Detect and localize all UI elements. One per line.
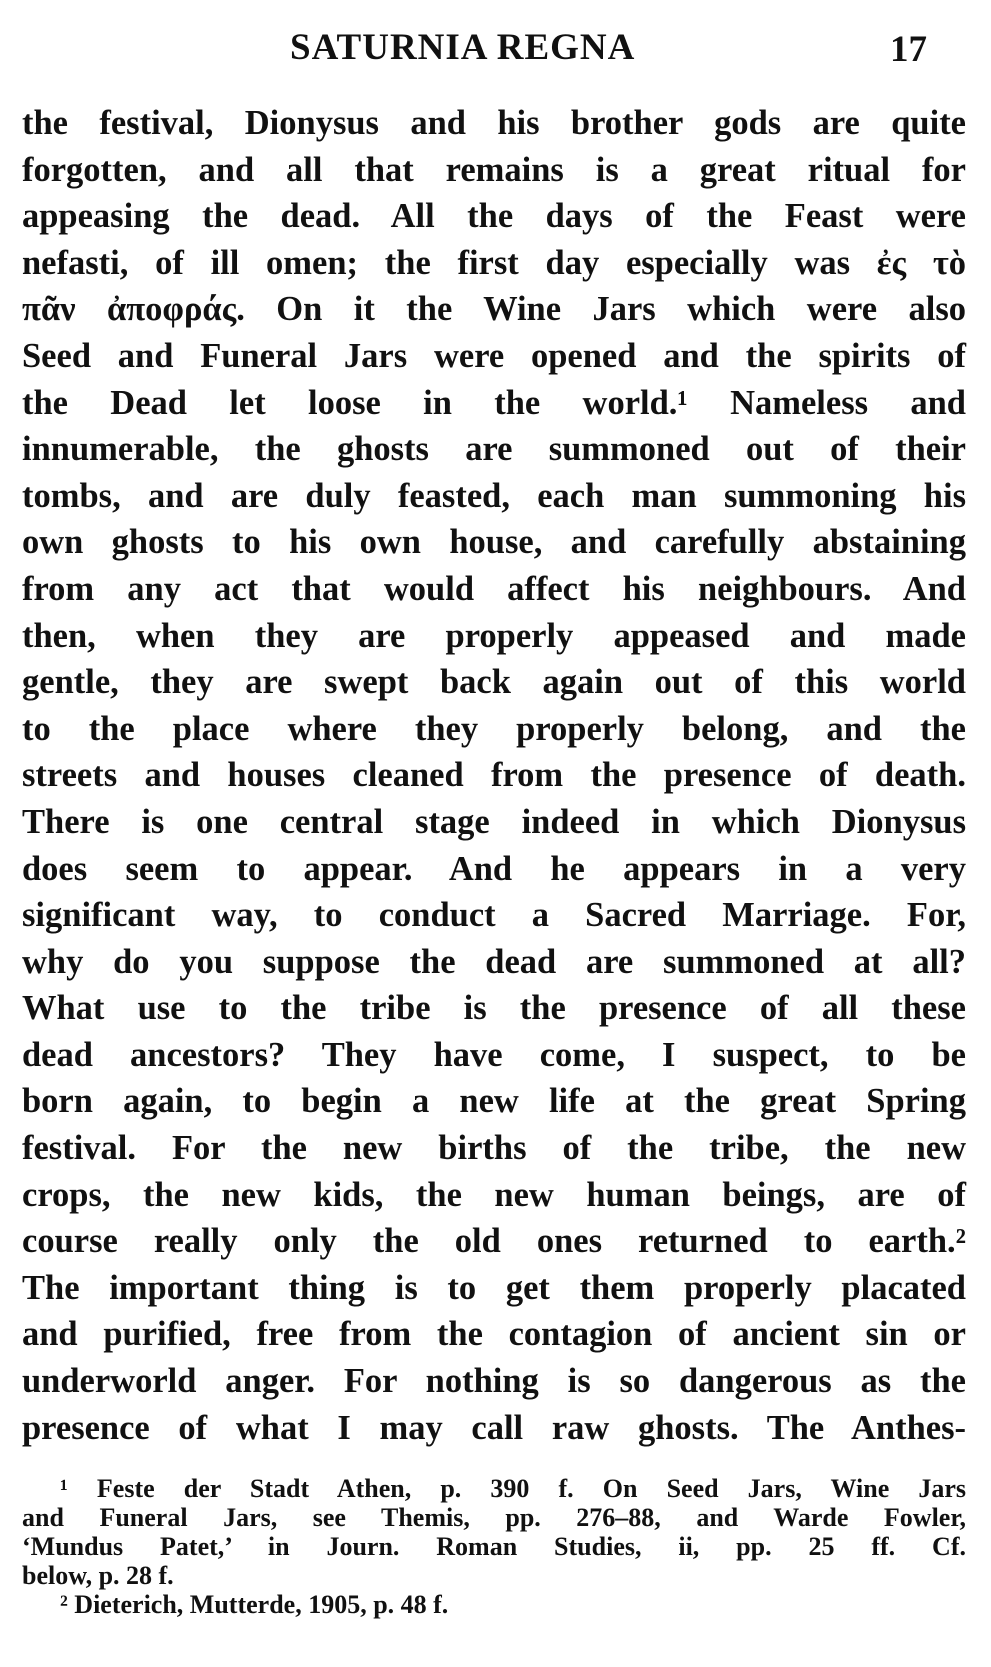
body-line: born again, to begin a new life at the great Spring bbox=[22, 1082, 966, 1121]
footnote-1-line: ¹ Feste der Stadt Athen, p. 390 f. On Seed Jars, Wine Jars bbox=[60, 1474, 966, 1503]
body-line: dead ancestors? They have come, I suspect, to be bbox=[22, 1035, 966, 1074]
body-line: underworld anger. For nothing is so dangerous as the bbox=[22, 1362, 966, 1401]
body-line: appeasing the dead. All the days of the Feast were bbox=[22, 197, 966, 236]
body-line: gentle, they are swept back again out of this world bbox=[22, 663, 966, 702]
footnote-1-line: ‘Mundus Patet,’ in Journ. Roman Studies, ii, pp. 25 ff. Cf. bbox=[22, 1532, 966, 1561]
body-line: There is one central stage indeed in which Dionysus bbox=[22, 802, 966, 841]
footnote-2-line: ² Dieterich, Mutterde, 1905, p. 48 f. bbox=[60, 1590, 449, 1619]
body-line: festival. For the new births of the tribe, the new bbox=[22, 1129, 966, 1168]
body-line: πᾶν ἀποφράς. On it the Wine Jars which were also bbox=[22, 290, 966, 329]
body-line: The important thing is to get them properly placated bbox=[22, 1268, 966, 1307]
body-line: course really only the old ones returned to earth.² bbox=[22, 1222, 966, 1261]
body-line: What use to the tribe is the presence of all these bbox=[22, 989, 966, 1028]
body-line: why do you suppose the dead are summoned at all? bbox=[22, 942, 966, 981]
body-line: does seem to appear. And he appears in a very bbox=[22, 849, 966, 888]
body-line: and purified, free from the contagion of ancient sin or bbox=[22, 1315, 966, 1354]
body-line: then, when they are properly appeased and made bbox=[22, 616, 966, 655]
footnotes bbox=[22, 1474, 966, 1619]
page-header bbox=[0, 22, 991, 72]
footnote-1-line: and Funeral Jars, see Themis, pp. 276–88, and Warde Fowler, bbox=[22, 1503, 966, 1532]
body-line: presence of what I may call raw ghosts. The Anthes- bbox=[22, 1408, 966, 1447]
body-line: forgotten, and all that remains is a great ritual for bbox=[22, 150, 966, 189]
body-line: significant way, to conduct a Sacred Marriage. For, bbox=[22, 896, 966, 935]
body-line: crops, the new kids, the new human beings, are of bbox=[22, 1175, 966, 1214]
body-line: the Dead let loose in the world.¹ Nameless and bbox=[22, 383, 966, 422]
body-line: streets and houses cleaned from the presence of death. bbox=[22, 756, 966, 795]
running-title: SATURNIA REGNA bbox=[290, 27, 636, 68]
body-line: from any act that would affect his neighbours. And bbox=[22, 569, 966, 608]
body-line: the festival, Dionysus and his brother gods are quite bbox=[22, 104, 966, 142]
footnote-1-line: below, p. 28 f. bbox=[22, 1561, 174, 1590]
page-number: 17 bbox=[890, 29, 927, 70]
body-line: Seed and Funeral Jars were opened and the spirits of bbox=[22, 336, 966, 375]
body-line: to the place where they properly belong, and the bbox=[22, 709, 966, 748]
body-line: own ghosts to his own house, and carefully abstaining bbox=[22, 523, 966, 562]
body-line: innumerable, the ghosts are summoned out of their bbox=[22, 430, 966, 469]
body-line: tombs, and are duly feasted, each man summoning his bbox=[22, 476, 966, 515]
body-line: nefasti, of ill omen; the first day especially was ἐς τὸ bbox=[22, 243, 966, 282]
body-text bbox=[22, 100, 966, 1451]
